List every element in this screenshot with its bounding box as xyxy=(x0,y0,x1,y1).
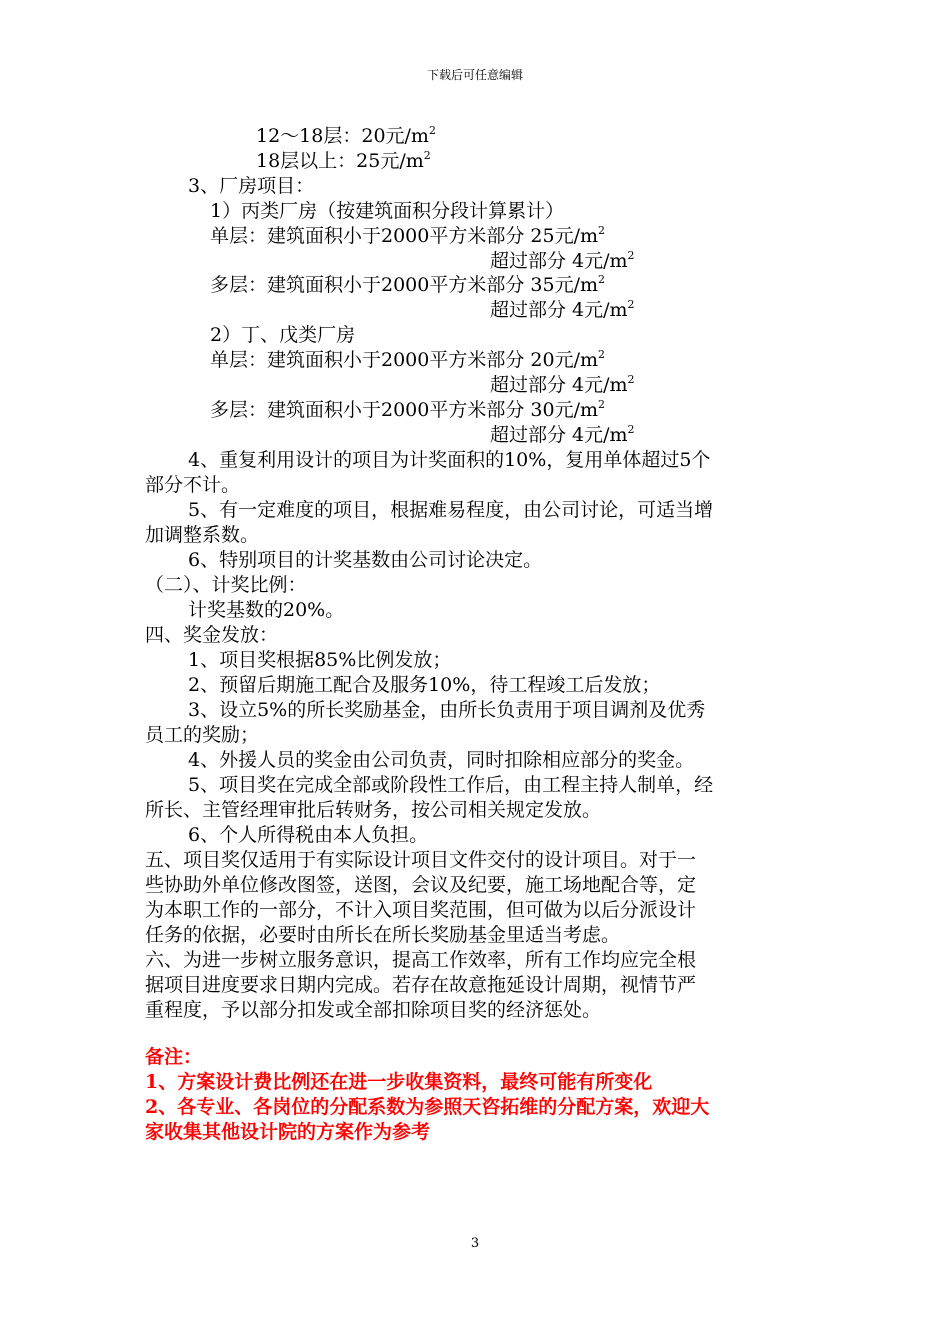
text-line: 2）丁、戊类厂房 xyxy=(210,324,356,346)
text-line: 计奖基数的20%。 xyxy=(188,599,345,621)
notes-title: 备注： xyxy=(145,1046,203,1068)
text-line: 6、个人所得税由本人负担。 xyxy=(188,824,429,846)
text-line: 12～18层：20元$/m^2$ xyxy=(256,124,436,147)
text-line: 重程度，予以部分扣发或全部扣除项目奖的经济惩处。 xyxy=(145,999,602,1021)
text-line: 3、设立5%的所长奖励基金，由所长负责用于项目调剂及优秀 xyxy=(188,699,706,721)
text-line: 超过部分 4元$/m^2$ xyxy=(490,373,635,396)
text-line: 所长、主管经理审批后转财务，按公司相关规定发放。 xyxy=(145,799,602,821)
text-line: （二）、计奖比例： xyxy=(145,574,307,596)
text-line: 多层：建筑面积小于2000平方米部分 30元$/m^2$ xyxy=(210,398,605,421)
text-line: 超过部分 4元$/m^2$ xyxy=(490,423,635,446)
text-line: 为本职工作的一部分，不计入项目奖范围，但可做为以后分派设计 xyxy=(145,899,697,921)
note-item: 2、各专业、各岗位的分配系数为参照天咨拓维的分配方案，欢迎大 xyxy=(145,1096,710,1118)
text-line: 六、为进一步树立服务意识，提高工作效率，所有工作均应完全根 xyxy=(145,949,697,971)
text-line: 2、预留后期施工配合及服务10%，待工程竣工后发放； xyxy=(188,674,661,696)
text-line: 1、项目奖根据85%比例发放； xyxy=(188,649,452,671)
text-line: 些协助外单位修改图签，送图，会议及纪要，施工场地配合等，定 xyxy=(145,874,697,896)
text-line: 五、项目奖仅适用于有实际设计项目文件交付的设计项目。对于一 xyxy=(145,849,697,871)
text-line: 5、项目奖在完成全部或阶段性工作后，由工程主持人制单，经 xyxy=(188,774,714,796)
text-line: 部分不计。 xyxy=(145,474,241,496)
page-header: 下载后可任意编辑 xyxy=(426,68,523,82)
text-line: 单层：建筑面积小于2000平方米部分 25元$/m^2$ xyxy=(210,224,605,247)
note-item: 1、方案设计费比例还在进一步收集资料，最终可能有所变化 xyxy=(145,1071,653,1093)
note-item: 家收集其他设计院的方案作为参考 xyxy=(145,1121,431,1143)
page-number: 3 xyxy=(470,1236,480,1251)
text-line: 任务的依据，必要时由所长在所长奖励基金里适当考虑。 xyxy=(145,924,621,946)
text-line: 加调整系数。 xyxy=(145,524,260,546)
text-line: 超过部分 4元$/m^2$ xyxy=(490,298,635,321)
text-line: 4、重复利用设计的项目为计奖面积的10%，复用单体超过5个 xyxy=(188,449,711,471)
text-line: 据项目进度要求日期内完成。若存在故意拖延设计周期，视情节严 xyxy=(145,974,697,996)
text-line: 5、有一定难度的项目，根据难易程度，由公司讨论，可适当增 xyxy=(188,499,714,521)
text-line: 超过部分 4元$/m^2$ xyxy=(490,249,635,272)
text-line: 多层：建筑面积小于2000平方米部分 35元$/m^2$ xyxy=(210,273,605,296)
text-line: 员工的奖励； xyxy=(145,724,260,746)
text-line: 四、奖金发放： xyxy=(145,624,279,646)
text-line: 1）丙类厂房（按建筑面积分段计算累计） xyxy=(210,200,565,222)
text-line: 4、外援人员的奖金由公司负责，同时扣除相应部分的奖金。 xyxy=(188,749,695,771)
text-line: 单层：建筑面积小于2000平方米部分 20元$/m^2$ xyxy=(210,348,605,371)
text-line: 3、厂房项目： xyxy=(188,175,315,197)
text-line: 6、特别项目的计奖基数由公司讨论决定。 xyxy=(188,549,543,571)
text-line: 18层以上：25元$/m^2$ xyxy=(256,149,431,172)
